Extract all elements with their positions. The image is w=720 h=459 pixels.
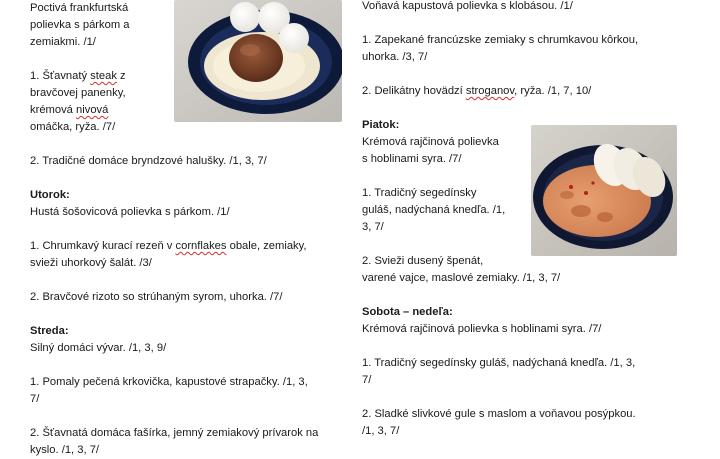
friday-dish1-line: guláš, nadýchaná knedľa. /1, xyxy=(362,204,506,216)
friday-dish2-line: varené vajce, maslové zemiaky. /1, 3, 7/ xyxy=(362,272,561,284)
friday-dish1-line: 3, 7/ xyxy=(362,221,384,233)
monday-dish1-line: bravčovej panenky, xyxy=(30,87,126,99)
friday-dish1: 1. Tradičný segedínsky xyxy=(362,187,477,199)
thursday-dish2 xyxy=(362,83,692,100)
friday-title: Piatok: xyxy=(362,119,400,131)
tuesday-dish2: 2. Bravčové rizoto so strúhaným syrom, uhorka. /7/ xyxy=(30,291,283,303)
wednesday-dish2: 2. Šťavnatá domáca fašírka, jemný zemiakový prívarok na xyxy=(30,427,319,439)
spellcheck-word: cornflakes xyxy=(175,240,227,252)
tuesday-title: Utorok: xyxy=(30,189,70,201)
thursday-soup: Voňavá kapustová polievka s klobásou. /1/ xyxy=(362,0,573,12)
tuesday-dish1 xyxy=(30,238,360,255)
wednesday-title: Streda: xyxy=(30,325,69,337)
monday-dish1-line: omáčka, ryža. /7/ xyxy=(30,121,116,133)
monday-soup-line: zemiakmi. /1/ xyxy=(30,36,96,48)
weekend-title: Sobota – nedeľa: xyxy=(362,306,453,318)
friday-soup-line: s hoblinami syra. /7/ xyxy=(362,153,462,165)
goulash-photo-illustration xyxy=(531,125,677,256)
wednesday-soup: Silný domáci vývar. /1, 3, 9/ xyxy=(30,342,167,354)
tuesday-soup: Hustá šošovicová polievka s párkom. /1/ xyxy=(30,206,230,218)
friday-soup: Krémová rajčinová polievka xyxy=(362,136,499,148)
thursday-dish1-line: uhorka. /3, 7/ xyxy=(362,51,428,63)
thursday-dish1: 1. Zapekané francúzske zemiaky s chrumkavou kôrkou, xyxy=(362,34,639,46)
text: z xyxy=(116,70,126,82)
steak-photo-illustration xyxy=(174,0,342,122)
weekend-dish2-line: /1, 3, 7/ xyxy=(362,425,400,437)
monday-dish2: 2. Tradičné domáce bryndzové halušky. /1, 3, 7/ xyxy=(30,155,267,167)
text: , ryža. /1, 7, 10/ xyxy=(514,85,592,97)
spellcheck-word: nivová xyxy=(76,104,109,116)
weekend-soup: Krémová rajčinová polievka s hoblinami syra. /7/ xyxy=(362,323,602,335)
text: 2. Delikátny hovädzí xyxy=(362,85,466,97)
text: obale, zemiaky, xyxy=(226,240,307,252)
text: 1. Chrumkavý kurací rezeň v xyxy=(30,240,176,252)
text: 1. Šťavnatý xyxy=(30,70,91,82)
wednesday-dish2-line: kyslo. /1, 3, 7/ xyxy=(30,444,100,456)
wednesday-dish1: 1. Pomaly pečená krkovička, kapustové strapačky. /1, 3, xyxy=(30,376,308,388)
steak-rice-sauce-photo xyxy=(174,0,342,122)
friday-dish2: 2. Svieži dusený špenát, xyxy=(362,255,484,267)
weekend-dish1-line: 7/ xyxy=(362,374,372,386)
wednesday-dish1-line: 7/ xyxy=(30,393,40,405)
spellcheck-word: stroganov xyxy=(465,85,515,97)
weekend-dish1: 1. Tradičný segedínsky guláš, nadýchaná knedľa. /1, 3, xyxy=(362,357,636,369)
spellcheck-word: steak xyxy=(90,70,117,82)
text: krémová xyxy=(30,104,77,116)
monday-soup-line: polievka s párkom a xyxy=(30,19,130,31)
monday-soup-line: Poctivá frankfurtská xyxy=(30,2,129,14)
goulash-dumplings-photo xyxy=(531,125,677,256)
weekend-dish2: 2. Sladké slivkové gule s maslom a voňavou posýpkou. xyxy=(362,408,636,420)
tuesday-dish1-line: svieži uhorkový šalát. /3/ xyxy=(30,257,152,269)
